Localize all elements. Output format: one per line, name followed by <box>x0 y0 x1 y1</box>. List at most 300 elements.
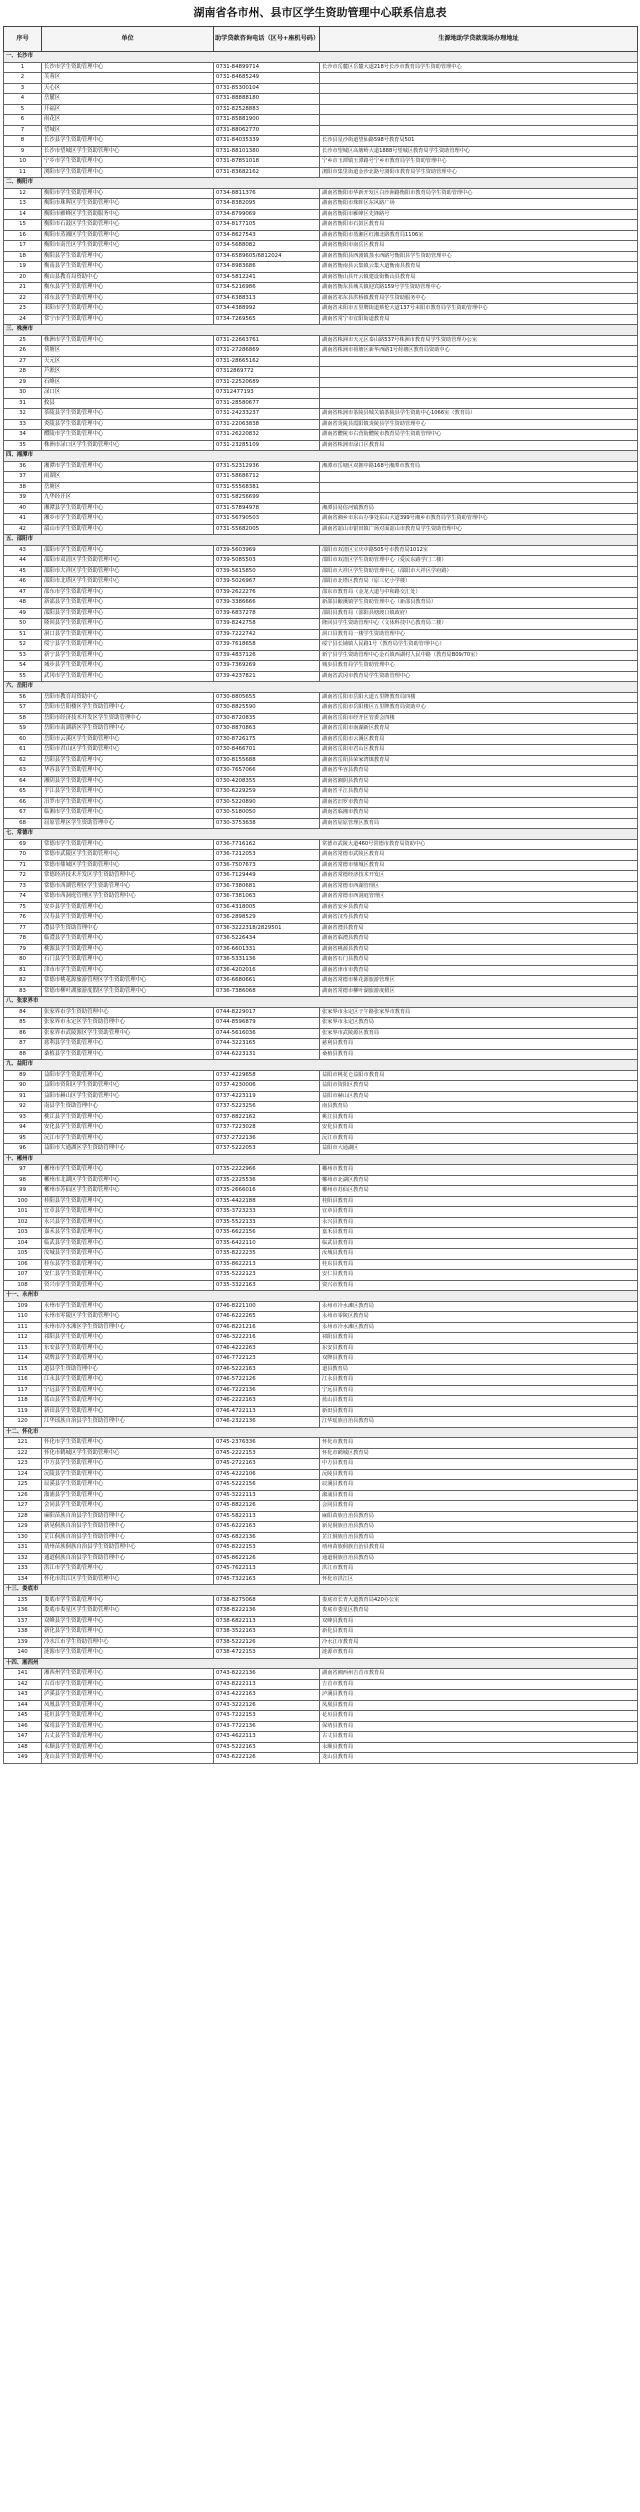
row-seq: 54 <box>4 661 42 672</box>
row-unit: 双峰县学生资助管理中心 <box>42 1616 214 1627</box>
row-address: 嘉禾县教育局 <box>320 1228 638 1239</box>
row-unit: 岳阳市岳阳楼区学生资助管理中心 <box>42 703 214 714</box>
row-phone: 0731-83682162 <box>214 167 320 178</box>
row-phone: 0731-28580677 <box>214 398 320 409</box>
table-row <box>4 1375 638 1386</box>
row-seq: 27 <box>4 356 42 367</box>
row-seq: 109 <box>4 1301 42 1312</box>
row-unit: 衡山县教育局资助中心 <box>42 272 214 283</box>
table-row <box>4 608 638 619</box>
table-row <box>4 1690 638 1701</box>
row-unit: 益阳市大通湖区学生资助管理中心 <box>42 1144 214 1155</box>
row-phone: 0746-8221216 <box>214 1322 320 1333</box>
table-row <box>4 1553 638 1564</box>
row-seq: 67 <box>4 808 42 819</box>
table-row <box>4 1133 638 1144</box>
row-address: 芷江侗族自治县教育局 <box>320 1532 638 1543</box>
row-address: 湖南省石门县教育局 <box>320 955 638 966</box>
table-row <box>4 1249 638 1260</box>
row-seq: 42 <box>4 524 42 535</box>
row-unit: 安乡县学生资助管理中心 <box>42 902 214 913</box>
table-row <box>4 892 638 903</box>
row-seq: 118 <box>4 1396 42 1407</box>
row-seq: 21 <box>4 283 42 294</box>
row-address: 临武县教育局 <box>320 1238 638 1249</box>
table-row <box>4 241 638 252</box>
row-seq: 66 <box>4 797 42 808</box>
row-seq: 146 <box>4 1721 42 1732</box>
row-unit: 常德市学生资助管理中心 <box>42 839 214 850</box>
row-unit: 衡阳市珠晖区学生资助管理中心 <box>42 199 214 210</box>
row-unit: 汉寿县学生资助管理中心 <box>42 913 214 924</box>
row-phone: 0743-6222126 <box>214 1753 320 1764</box>
row-address: 湖南省常宁市宜阳街道教育局 <box>320 314 638 325</box>
row-phone: 0744-6223131 <box>214 1049 320 1060</box>
row-address <box>320 94 638 105</box>
table-row <box>4 1490 638 1501</box>
row-phone: 0737-4230006 <box>214 1081 320 1092</box>
row-address: 常德市武陵大道460号常德市教育局资助中心 <box>320 839 638 850</box>
row-address: 湖南省常德经济技术开发区 <box>320 871 638 882</box>
row-seq: 57 <box>4 703 42 714</box>
row-address: 冷水江市教育局 <box>320 1637 638 1648</box>
row-phone: 0745-7622113 <box>214 1564 320 1575</box>
row-phone: 0745-4222106 <box>214 1469 320 1480</box>
table-row <box>4 1564 638 1575</box>
row-address: 湖南省岳阳市岳阳楼区五里牌教育局资助中心 <box>320 703 638 714</box>
row-unit: 辰溪县学生资助管理中心 <box>42 1480 214 1491</box>
row-seq: 35 <box>4 440 42 451</box>
row-seq: 144 <box>4 1700 42 1711</box>
row-phone: 0746-4722113 <box>214 1406 320 1417</box>
row-seq: 137 <box>4 1616 42 1627</box>
row-address: 湖南省岳阳市经开区管委会四楼 <box>320 713 638 724</box>
row-phone: 0746-4222263 <box>214 1343 320 1354</box>
row-seq: 71 <box>4 860 42 871</box>
row-phone: 0746-2322136 <box>214 1417 320 1428</box>
row-phone: 0734-6388313 <box>214 293 320 304</box>
row-address: 湖南省湘乡市东山办事处东山大道399号湘乡市教育局学生资助管理中心 <box>320 514 638 525</box>
table-row <box>4 902 638 913</box>
row-seq: 6 <box>4 115 42 126</box>
row-phone: 0734-7269565 <box>214 314 320 325</box>
row-unit: 隆回县学生资助管理中心 <box>42 619 214 630</box>
row-unit: 衡阳市雁峰区学生资助服务中心 <box>42 209 214 220</box>
row-unit: 岳阳市南湖新区学生资助管理中心 <box>42 724 214 735</box>
table-row <box>4 1207 638 1218</box>
row-seq: 43 <box>4 545 42 556</box>
row-address: 娄底市娄星区教育局 <box>320 1606 638 1617</box>
table-row <box>4 755 638 766</box>
table-row <box>4 461 638 472</box>
row-seq: 33 <box>4 419 42 430</box>
row-unit: 祁阳县学生资助管理中心 <box>42 1333 214 1344</box>
table-row <box>4 272 638 283</box>
row-phone: 0735-2666016 <box>214 1186 320 1197</box>
row-seq: 16 <box>4 230 42 241</box>
region-row <box>4 1585 638 1596</box>
row-phone: 0746-7222136 <box>214 1385 320 1396</box>
row-address: 益阳市资阳区教育局 <box>320 1081 638 1092</box>
row-seq: 19 <box>4 262 42 273</box>
row-seq: 75 <box>4 902 42 913</box>
header-unit: 单位 <box>42 27 214 52</box>
row-address: 湖南省株洲市渌口区教育局 <box>320 440 638 451</box>
row-phone: 0737-7223028 <box>214 1123 320 1134</box>
row-seq: 135 <box>4 1595 42 1606</box>
row-seq: 106 <box>4 1259 42 1270</box>
row-unit: 吉首市学生资助管理中心 <box>42 1679 214 1690</box>
table-row <box>4 545 638 556</box>
row-seq: 120 <box>4 1417 42 1428</box>
row-address: 新晃侗族自治县教育局 <box>320 1522 638 1533</box>
row-seq: 9 <box>4 146 42 157</box>
table-row <box>4 146 638 157</box>
row-seq: 41 <box>4 514 42 525</box>
row-address: 道县教育局 <box>320 1364 638 1375</box>
row-seq: 89 <box>4 1070 42 1081</box>
row-unit: 永兴县学生资助管理中心 <box>42 1217 214 1228</box>
row-phone: 0730-4208355 <box>214 776 320 787</box>
table-row <box>4 1732 638 1743</box>
row-seq: 86 <box>4 1028 42 1039</box>
table-row <box>4 766 638 777</box>
row-seq: 20 <box>4 272 42 283</box>
table-row <box>4 808 638 819</box>
row-unit: 靖州苗族侗族自治县学生资助管理中心 <box>42 1543 214 1554</box>
row-address <box>320 83 638 94</box>
row-phone: 0735-2225536 <box>214 1175 320 1186</box>
table-row <box>4 472 638 483</box>
row-address: 浏阳市集里街道金沙北路号浏阳市教育局学生资助管理中心 <box>320 167 638 178</box>
table-row <box>4 839 638 850</box>
table-row <box>4 1511 638 1522</box>
row-unit: 新晃侗族自治县学生资助管理中心 <box>42 1522 214 1533</box>
row-seq: 136 <box>4 1606 42 1617</box>
row-phone: 0731-55568381 <box>214 482 320 493</box>
table-row <box>4 136 638 147</box>
row-address <box>320 356 638 367</box>
row-unit: 株洲市渌口区学生资助管理中心 <box>42 440 214 451</box>
row-seq: 99 <box>4 1186 42 1197</box>
row-seq: 119 <box>4 1406 42 1417</box>
row-unit: 桂东县学生资助管理中心 <box>42 1259 214 1270</box>
row-seq: 14 <box>4 209 42 220</box>
row-phone: 0731-88062770 <box>214 125 320 136</box>
row-unit: 茶陵县学生资助管理中心 <box>42 409 214 420</box>
row-seq: 11 <box>4 167 42 178</box>
table-row <box>4 923 638 934</box>
row-unit: 冷水江市学生资助管理中心 <box>42 1637 214 1648</box>
row-unit: 芷江侗族自治县学生资助管理中心 <box>42 1532 214 1543</box>
row-phone: 0739-6837278 <box>214 608 320 619</box>
row-seq: 30 <box>4 388 42 399</box>
row-address: 安化县教育局 <box>320 1123 638 1134</box>
row-address: 邵东市教育局（金龙大道与中和路交汇处） <box>320 587 638 598</box>
row-address: 保靖县教育局 <box>320 1721 638 1732</box>
row-seq: 76 <box>4 913 42 924</box>
row-unit: 邵阳市双清区学生资助管理中心 <box>42 556 214 567</box>
row-seq: 37 <box>4 472 42 483</box>
table-row <box>4 73 638 84</box>
table-row <box>4 346 638 357</box>
row-address: 新邵县酿溪镇学生资助管理中心（新邵县教育局） <box>320 598 638 609</box>
row-address: 湖南省汨罗市教育局 <box>320 797 638 808</box>
row-address: 桂东县教育局 <box>320 1259 638 1270</box>
row-phone: 0744-8596879 <box>214 1018 320 1029</box>
row-unit: 桃江县学生资助管理中心 <box>42 1112 214 1123</box>
row-phone: 0737-4229658 <box>214 1070 320 1081</box>
row-seq: 39 <box>4 493 42 504</box>
row-unit: 城步县学生资助管理中心 <box>42 661 214 672</box>
row-seq: 128 <box>4 1511 42 1522</box>
row-phone: 0739-3386666 <box>214 598 320 609</box>
table-row <box>4 1406 638 1417</box>
row-phone: 0731-85881900 <box>214 115 320 126</box>
row-address: 湖南省湘阴县教育局 <box>320 776 638 787</box>
row-seq: 115 <box>4 1364 42 1375</box>
row-unit: 长沙市望城区学生资助管理中心 <box>42 146 214 157</box>
table-row <box>4 356 638 367</box>
row-address: 龙山县教育局 <box>320 1753 638 1764</box>
row-unit: 郴州市学生资助管理中心 <box>42 1165 214 1176</box>
table-row <box>4 514 638 525</box>
table-row <box>4 1144 638 1155</box>
row-unit: 雨湖区 <box>42 472 214 483</box>
region-name: 五、邵阳市 <box>4 535 638 546</box>
row-address: 花垣县教育局 <box>320 1711 638 1722</box>
table-row <box>4 913 638 924</box>
row-phone: 0739-2622276 <box>214 587 320 598</box>
row-phone: 0745-8222153 <box>214 1543 320 1554</box>
region-name: 二、衡阳市 <box>4 178 638 189</box>
row-unit: 衡阳市蒸湘区学生资助管理中心 <box>42 230 214 241</box>
row-unit: 桃源县学生资助管理中心 <box>42 944 214 955</box>
row-unit: 绥宁县学生资助管理中心 <box>42 640 214 651</box>
table-row <box>4 1417 638 1428</box>
row-address: 湖南省衡阳市珠晖区东风路广场 <box>320 199 638 210</box>
row-unit: 沅江市学生资助管理中心 <box>42 1133 214 1144</box>
row-unit: 临湘市学生资助管理中心 <box>42 808 214 819</box>
row-address: 湖南省安乡县教育局 <box>320 902 638 913</box>
row-address: 江华瑶族自治县教育局 <box>320 1417 638 1428</box>
row-phone: 0731-22063838 <box>214 419 320 430</box>
table-row <box>4 1007 638 1018</box>
row-seq: 69 <box>4 839 42 850</box>
row-phone: 0734-8983686 <box>214 262 320 273</box>
table-row <box>4 335 638 346</box>
table-row <box>4 986 638 997</box>
row-unit: 邵阳市学生资助管理中心 <box>42 545 214 556</box>
row-unit: 荷塘区 <box>42 346 214 357</box>
row-address: 湖南省株洲市茶陵县城关镇茶陵县学生资助中心1066室（教育局） <box>320 409 638 420</box>
row-address: 新化县教育局 <box>320 1627 638 1638</box>
row-address: 辰溪县教育局 <box>320 1480 638 1491</box>
row-address: 湖南省炎陵县霞阳镇炎陵县学生资助管理中心 <box>320 419 638 430</box>
row-seq: 24 <box>4 314 42 325</box>
row-phone: 0731-23285109 <box>214 440 320 451</box>
row-phone: 0730-8466701 <box>214 745 320 756</box>
row-unit: 汝城县学生资助管理中心 <box>42 1249 214 1260</box>
region-row <box>4 535 638 546</box>
row-address: 怀化市教育局 <box>320 1438 638 1449</box>
row-seq: 8 <box>4 136 42 147</box>
row-phone: 0745-2376336 <box>214 1438 320 1449</box>
row-phone: 0745-3222113 <box>214 1490 320 1501</box>
row-seq: 29 <box>4 377 42 388</box>
row-phone: 0736-7507673 <box>214 860 320 871</box>
row-seq: 82 <box>4 976 42 987</box>
table-row <box>4 430 638 441</box>
table-row <box>4 1364 638 1375</box>
row-seq: 138 <box>4 1627 42 1638</box>
row-unit: 渌口区 <box>42 388 214 399</box>
region-row <box>4 52 638 63</box>
row-seq: 31 <box>4 398 42 409</box>
table-row <box>4 251 638 262</box>
row-address: 安仁县教育局 <box>320 1270 638 1281</box>
table-row <box>4 1165 638 1176</box>
row-unit: 资兴市学生资助管理中心 <box>42 1280 214 1291</box>
row-unit: 新邵县学生资助管理中心 <box>42 598 214 609</box>
row-seq: 104 <box>4 1238 42 1249</box>
table-row <box>4 1669 638 1680</box>
row-address: 湖南省澧县教育局 <box>320 923 638 934</box>
table-row <box>4 1648 638 1659</box>
row-unit: 开福区 <box>42 104 214 115</box>
row-phone: 0731-88101380 <box>214 146 320 157</box>
table-row <box>4 776 638 787</box>
region-row <box>4 1060 638 1071</box>
table-row <box>4 262 638 273</box>
row-unit: 祁东县学生资助管理中心 <box>42 293 214 304</box>
row-seq: 101 <box>4 1207 42 1218</box>
row-unit: 保靖县学生资助管理中心 <box>42 1721 214 1732</box>
row-address: 城步县教育局学生资助管理中心 <box>320 661 638 672</box>
row-unit: 嘉禾县学生资助管理中心 <box>42 1228 214 1239</box>
region-name: 七、常德市 <box>4 829 638 840</box>
row-unit: 益阳市学生资助管理中心 <box>42 1070 214 1081</box>
row-phone: 0735-3723233 <box>214 1207 320 1218</box>
region-name: 十、郴州市 <box>4 1154 638 1165</box>
table-row <box>4 293 638 304</box>
row-seq: 103 <box>4 1228 42 1239</box>
table-row <box>4 1448 638 1459</box>
row-seq: 40 <box>4 503 42 514</box>
row-unit: 衡阳市石鼓区学生资助管理中心 <box>42 220 214 231</box>
row-seq: 48 <box>4 598 42 609</box>
row-phone: 0743-8222136 <box>214 1669 320 1680</box>
table-row <box>4 661 638 672</box>
row-unit: 道县学生资助管理中心 <box>42 1364 214 1375</box>
row-unit: 永顺县学生资助管理中心 <box>42 1742 214 1753</box>
row-phone: 0746-5722126 <box>214 1375 320 1386</box>
row-address: 湖南省祁东县洪桥镇教育局学生资助服务中心 <box>320 293 638 304</box>
row-address: 湖南省平江县教育局 <box>320 787 638 798</box>
row-seq: 129 <box>4 1522 42 1533</box>
table-row <box>4 188 638 199</box>
table-row <box>4 1480 638 1491</box>
row-phone: 0737-4223119 <box>214 1091 320 1102</box>
row-unit: 湘阴县学生资助管理中心 <box>42 776 214 787</box>
row-seq: 145 <box>4 1711 42 1722</box>
row-phone: 0736-2898529 <box>214 913 320 924</box>
row-phone: 0736-5331136 <box>214 955 320 966</box>
row-address: 永州市冷水滩区教育局 <box>320 1301 638 1312</box>
table-row <box>4 1595 638 1606</box>
row-unit: 常德市西洞庭管理区学生资助管理中心 <box>42 892 214 903</box>
row-seq: 38 <box>4 482 42 493</box>
table-row <box>4 1123 638 1134</box>
row-address: 东安县教育局 <box>320 1343 638 1354</box>
row-phone: 0730-8805655 <box>214 692 320 703</box>
row-seq: 134 <box>4 1574 42 1585</box>
row-phone: 0737-5223256 <box>214 1102 320 1113</box>
row-phone: 0735-3322163 <box>214 1280 320 1291</box>
row-seq: 78 <box>4 934 42 945</box>
row-phone: 0743-7722136 <box>214 1721 320 1732</box>
row-phone: 0739-5085503 <box>214 556 320 567</box>
region-row <box>4 1658 638 1669</box>
table-row <box>4 1438 638 1449</box>
table-row <box>4 1616 638 1627</box>
region-name: 十四、湘西州 <box>4 1658 638 1669</box>
row-unit: 张家界市永定区学生资助管理中心 <box>42 1018 214 1029</box>
row-seq: 93 <box>4 1112 42 1123</box>
table-row <box>4 1039 638 1050</box>
row-phone: 0739-7618658 <box>214 640 320 651</box>
table-row <box>4 703 638 714</box>
row-unit: 衡阳市南岳区学生资助管理中心 <box>42 241 214 252</box>
region-row <box>4 997 638 1008</box>
row-address: 双峰县教育局 <box>320 1616 638 1627</box>
row-phone: 0745-6222163 <box>214 1522 320 1533</box>
row-address: 邵阳县教育局（邵阳县塘渡口镇政府） <box>320 608 638 619</box>
header-phone: 助学贷款咨询电话（区号+座机号码） <box>214 27 320 52</box>
row-phone: 0746-7722123 <box>214 1354 320 1365</box>
row-unit: 麻阳苗族自治县学生资助管理中心 <box>42 1511 214 1522</box>
row-phone: 0736-7129449 <box>214 871 320 882</box>
row-phone: 0743-8222113 <box>214 1679 320 1690</box>
row-address: 湖南省常德市柳叶湖旅游度假区 <box>320 986 638 997</box>
row-address: 江永县教育局 <box>320 1375 638 1386</box>
row-unit: 天心区 <box>42 83 214 94</box>
table-row <box>4 1280 638 1291</box>
row-phone: 0737-8822162 <box>214 1112 320 1123</box>
region-name: 三、株洲市 <box>4 325 638 336</box>
row-unit: 中方县学生资助管理中心 <box>42 1459 214 1470</box>
row-address: 双牌县教育局 <box>320 1354 638 1365</box>
row-address: 湖南省岳阳市南湖新区教育局 <box>320 724 638 735</box>
row-unit: 澧县学生资助管理中心 <box>42 923 214 934</box>
table-row <box>4 1112 638 1123</box>
row-address: 永州市零陵区教育局 <box>320 1312 638 1323</box>
header-address: 生源地助学贷款现场办理地址 <box>320 27 638 52</box>
row-seq: 50 <box>4 619 42 630</box>
row-unit: 东安县学生资助管理中心 <box>42 1343 214 1354</box>
row-phone: 0731-84899714 <box>214 62 320 73</box>
row-unit: 怀化市洪江区学生资助管理中心 <box>42 1574 214 1585</box>
row-phone: 0745-5822113 <box>214 1511 320 1522</box>
row-address: 湖南省岳阳市云溪区教育局 <box>320 734 638 745</box>
row-address: 益阳市大通湖区 <box>320 1144 638 1155</box>
table-row <box>4 1459 638 1470</box>
row-seq: 25 <box>4 335 42 346</box>
row-address: 湖南省常德市鼎城区教育局 <box>320 860 638 871</box>
row-address: 湖南省华容县教育局 <box>320 766 638 777</box>
row-phone: 0730-8720835 <box>214 713 320 724</box>
table-row <box>4 1259 638 1270</box>
